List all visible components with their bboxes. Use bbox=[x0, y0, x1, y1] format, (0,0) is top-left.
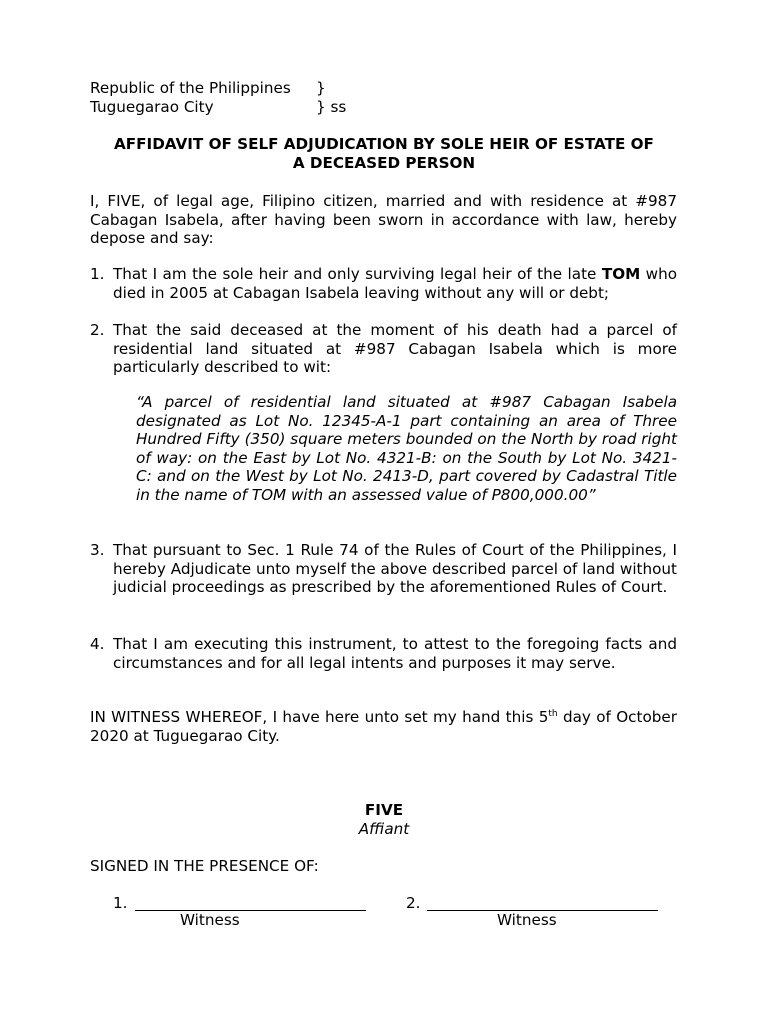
item-4-text: That I am executing this instrument, to attest to the foregoing facts and circumstances and for all legal intents and purposes it may serve. bbox=[113, 635, 677, 672]
item-1-number: 1. bbox=[90, 265, 105, 283]
item-2-number: 2. bbox=[90, 321, 105, 339]
caption-brace-1: } bbox=[316, 79, 326, 97]
item-3-text: That pursuant to Sec. 1 Rule 74 of the Rules of Court of the Philippines, I hereby Adjudicate unto myself the above described parcel of land without judicial proceedings as prescribed by the aforementioned Rules of Court. bbox=[113, 541, 677, 597]
item-1-text-before: That I am the sole heir and only surviving legal heir of the late bbox=[113, 265, 602, 283]
witness-1-label: Witness bbox=[180, 911, 240, 929]
witness-2-label: Witness bbox=[497, 911, 557, 929]
witness-clause-ordinal: th bbox=[548, 708, 558, 719]
caption-city: Tuguegarao City bbox=[90, 98, 214, 116]
witness-1-signature-line bbox=[135, 910, 366, 911]
item-1-text bbox=[113, 265, 677, 302]
document-title-line-2: A DECEASED PERSON bbox=[292, 154, 476, 172]
presence-heading: SIGNED IN THE PRESENCE OF: bbox=[90, 857, 319, 875]
item-1-decedent-name: TOM bbox=[601, 265, 641, 283]
witness-2-number: 2. bbox=[406, 894, 421, 912]
affiant-role: Affiant bbox=[358, 820, 410, 838]
witness-clause-start: IN WITNESS WHEREOF, I have here unto set my hand this 5 bbox=[90, 708, 549, 726]
land-description-quote: “A parcel of residential land situated at #987 Cabagan Isabela designated as Lot No. 12345-A-1 part containing an area of Three Hundred Fifty (350) square meters bounded on the North by road right of way: on the East by Lot No. 4321-B: on the South by Lot No. 3421-C: and on the West by Lot No. 2413-D, part covered by Cadastral Title in the name of TOM with an assessed value of P800,000.00” bbox=[136, 393, 677, 504]
witness-clause bbox=[90, 708, 677, 745]
document-title-line-1: AFFIDAVIT OF SELF ADJUDICATION BY SOLE HEIR OF ESTATE OF bbox=[114, 135, 654, 153]
witness-clause-end: day of October 2020 at Tuguegarao City. bbox=[90, 708, 677, 745]
intro-paragraph: I, FIVE, of legal age, Filipino citizen, married and with residence at #987 Cabagan Isabela, after having been sworn in accordance with law, hereby depose and say: bbox=[90, 192, 677, 248]
caption-republic: Republic of the Philippines bbox=[90, 79, 291, 97]
witness-1-number: 1. bbox=[113, 894, 128, 912]
affiant-name: FIVE bbox=[364, 801, 404, 819]
caption-brace-ss: } ss bbox=[316, 98, 347, 116]
item-4-number: 4. bbox=[90, 635, 105, 653]
item-2-text: That the said deceased at the moment of his death had a parcel of residential land situated at #987 Cabagan Isabela which is more particularly described to wit: bbox=[113, 321, 677, 377]
item-1-text-after: who died in 2005 at Cabagan Isabela leaving without any will or debt; bbox=[113, 265, 678, 302]
item-3-number: 3. bbox=[90, 541, 105, 559]
